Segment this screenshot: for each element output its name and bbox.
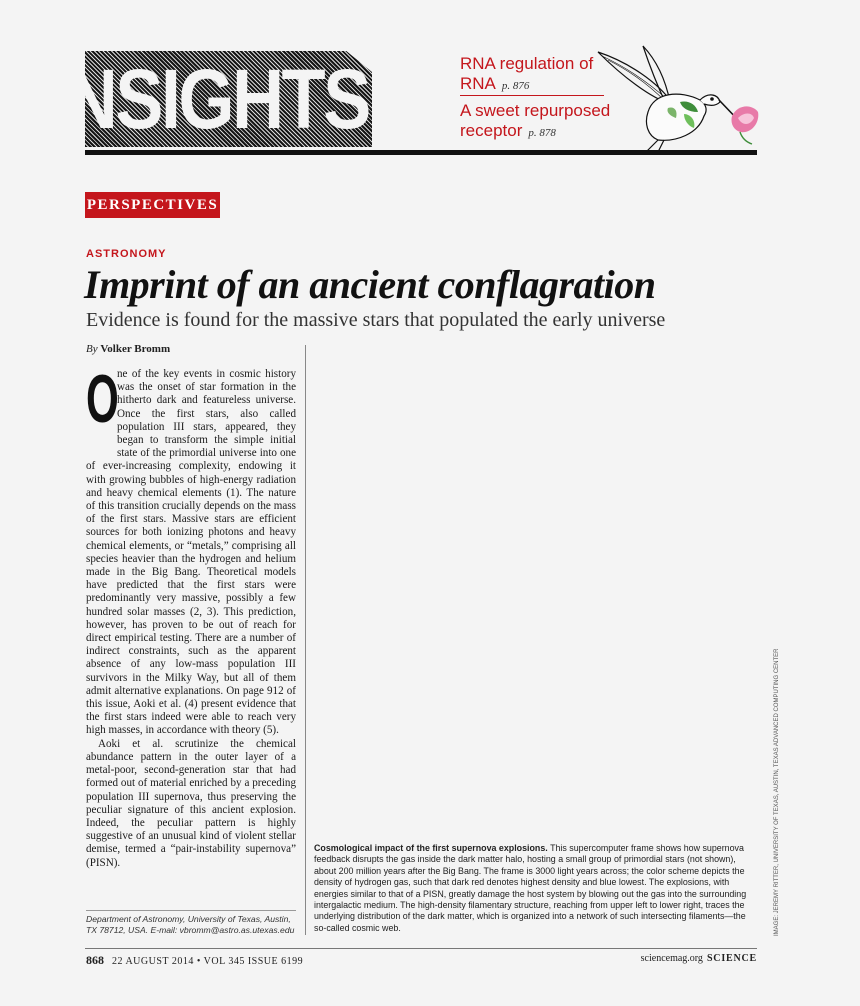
article-body [86,361,296,870]
teaser-title: RNA regulation of RNA [460,54,594,93]
teaser-page: p. 878 [528,127,556,139]
teaser-page: p. 876 [501,80,530,92]
paragraph-text: ne of the key events in cosmic history was the onset of star formation in the hitherto dark and featureless universe. Once the first stars, also called population III stars, appeared, they began to transform the simple initial state of the primordial universe into one of ever-increasing complexity, endowing it with growing bubbles of high-energy radiation and heavy chemical elements (1). The nature of this transition crucially depends on the mass of the first stars. Massive stars are efficient sources for both ionizing photons and heavy chemical elements, or “metals,” comprising all species heavier than the hydrogen and helium made in the Big Bang. Theoretical models have predicted that the first stars were predominantly very massive, possibly a few hundred solar masses (2, 3). This prediction, however, has proven to be out of reach for direct empirical testing. There are a number of indirect constraints, such as the apparent absence of any low-mass population III survivors in the Milky Way, but all of them admit alternative explanations. On page 912 of this issue, Aoki et al. (4) present evidence that the first stars indeed were able to reach very high masses, in accordance with theory (5). [86,368,296,737]
issue-info: 22 AUGUST 2014 • VOL 345 ISSUE 6199 [112,956,304,967]
article-kicker: ASTRONOMY [86,248,167,260]
page-number: 868 [86,953,104,967]
author-name: Volker Bromm [100,343,171,355]
image-credit: IMAGE: JEREMY RITTER, UNIVERSITY OF TEXAS, AUSTIN, TEXAS ADVANCED COMPUTING CENTER [774,648,780,936]
caption-text: This supercomputer frame shows how supernova feedback disrupts the gas inside the dark matter halo, hosting a small group of primordial stars (not shown), about 200 million years after the Big Bang. The frame is 3000 light years across; the color scheme depicts the density of hydrogen gas, such that dark red denotes highest density and blue lowest. The explosions, with energies similar to that of a PISN, greatly damage the host system by blowing out the gas into the surrounding intergalactic medium. The high-density filamentary structure, reaching from upper left to lower right, traces the underlying distribution of the dark matter, which is organized into a network of such intersecting filaments—the so-called cosmic web. [314,843,747,933]
teaser-divider [460,95,604,96]
column-divider [305,345,306,935]
header-rule [85,150,757,155]
byline [86,343,170,355]
folio-left [86,953,303,968]
figure-caption [314,843,754,934]
section-label: PERSPECTIVES [85,192,220,218]
folio-right [641,953,757,964]
site-link[interactable]: sciencemag.org [640,953,703,964]
journal-name: SCIENCE [706,953,757,964]
article-headline: Imprint of an ancient conflagration [84,262,656,307]
caption-title: Cosmological impact of the first supernova explosions. [314,843,548,853]
drop-cap: O [86,361,119,437]
hummingbird-illustration [588,42,768,154]
author-affiliation: Department of Astronomy, University of Texas, Austin, TX 78712, USA. E-mail: vbromm@astro.as.utexas.edu [86,914,295,935]
body-paragraph: Aoki et al. scrutinize the chemical abundance pattern in the outer layer of a metal-poor, second-generation star that had formed out of material enriched by a preceding population III supernova, thus preserving the peculiar signature of this ancient explosion. Indeed, the peculiar pattern is highly suggestive of an unusual kind of violent stellar demise, termed a “pair-instability supernova” (PISN). [86,737,296,869]
article-dek: Evidence is found for the massive stars that populated the early universe [86,309,666,331]
footer-rule [85,948,757,949]
teaser-title: A sweet repurposed receptor [460,101,611,140]
body-paragraph [86,361,296,738]
byline-prefix: By [86,343,98,355]
insights-banner-text: INSIGHTS [48,51,369,146]
affiliation-rule [86,910,296,911]
